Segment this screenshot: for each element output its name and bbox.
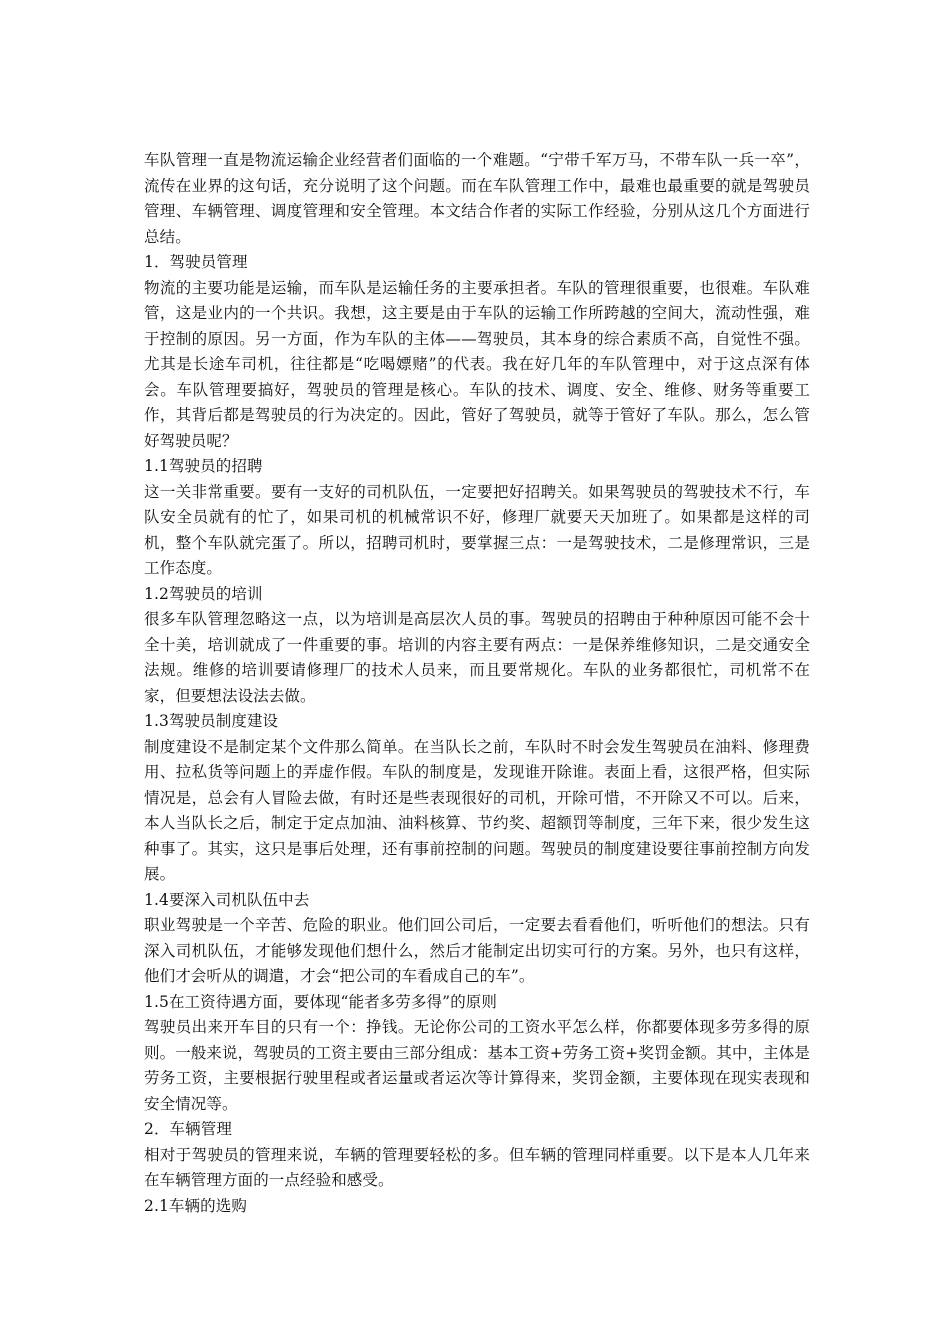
- subsection-1-1-heading: 1.1驾驶员的招聘: [144, 457, 263, 475]
- subsection-1-4-paragraph: 职业驾驶是一个辛苦、危险的职业。他们回公司后，一定要去看看他们，听听他们的想法。只有深入司机队伍，才能够发现他们想什么，然后才能制定出切实可行的方案。另外，也只有这样，他们才会听从的调遣，才会“把公司的车看成自己的车”。: [144, 916, 810, 985]
- section-2-heading: 2．车辆管理: [144, 1120, 232, 1138]
- subsection-2-1-heading: 2.1车辆的选购: [144, 1196, 247, 1215]
- subsection-1-2-heading: 1.2驾驶员的培训: [144, 584, 263, 603]
- subsection-1-5-paragraph: 驾驶员出来开车目的只有一个：挣钱。无论你公司的工资水平怎么样，你都要体现多劳多得的原则。一般来说，驾驶员的工资主要由三部分组成：基本工资+劳务工资+奖罚金额。其中，主体是劳务工资，主要根据行驶里程或者运量或者运次等计算得来，奖罚金额，主要体现在现实表现和安全情况等。: [144, 1018, 810, 1113]
- subsection-1-3-heading: 1.3驾驶员制度建设: [144, 712, 279, 730]
- subsection-1-3-paragraph: 制度建设不是制定某个文件那么简单。在当队长之前，车队时不时会发生驾驶员在油料、修理费用、拉私货等问题上的弄虚作假。车队的制度是，发现谁开除谁。表面上看，这很严格，但实际情况是，总会有人冒险去做，有时还是些表现很好的司机，开除可惜，不开除又不可以。后来，本人当队长之后，制定于定点加油、油料核算、节约奖、超额罚等制度，三年下来，很少发生这种事了。其实，这只是事后处理，还有事前控制的问题。驾驶员的制度建设要往事前控制方向发展。: [144, 737, 810, 883]
- subsection-1-2-paragraph: 很多车队管理忽略这一点，以为培训是高层次人员的事。驾驶员的招聘由于种种原因可能不会十全十美，培训就成了一件重要的事。培训的内容主要有两点：一是保养维修知识，二是交通安全法规。维修的培训要请修理厂的技术人员来，而且要常规化。车队的业务都很忙，司机常不在家，但要想法设法去做。: [144, 610, 810, 705]
- subsection-1-1-paragraph: 这一关非常重要。要有一支好的司机队伍，一定要把好招聘关。如果驾驶员的驾驶技术不行，车队安全员就有的忙了，如果司机的机械常识不好，修理厂就要天天加班了。如果都是这样的司机，整个车队就完蛋了。所以，招聘司机时，要掌握三点：一是驾驶技术，二是修理常识，三是工作态度。: [144, 482, 810, 577]
- subsection-1-5-heading: 1.5在工资待遇方面，要体现“能者多劳多得”的原则: [144, 992, 497, 1011]
- section-2-paragraph: 相对于驾驶员的管理来说，车辆的管理要轻松的多。但车辆的管理同样重要。以下是本人几年来在车辆管理方面的一点经验和感受。: [144, 1145, 810, 1189]
- intro-paragraph: 车队管理一直是物流运输企业经营者们面临的一个难题。“宁带千军万马，不带车队一兵一卒”，流传在业界的这句话，充分说明了这个问题。而在车队管理工作中，最难也最重要的就是驾驶员管理、车辆管理、调度管理和安全管理。本文结合作者的实际工作经验，分别从这几个方面进行总结。: [144, 151, 810, 246]
- document-body: [144, 148, 810, 1219]
- subsection-1-4-heading: 1.4要深入司机队伍中去: [144, 890, 310, 909]
- section-1-heading: 1．驾驶员管理: [144, 253, 248, 271]
- section-1-paragraph: 物流的主要功能是运输，而车队是运输任务的主要承担者。车队的管理很重要，也很难。车队难管，这是业内的一个共识。我想，这主要是由于车队的运输工作所跨越的空间大，流动性强，难于控制的原因。另一方面，作为车队的主体——驾驶员，其本身的综合素质不高，自觉性不强。尤其是长途车司机，往往都是“吃喝嫖赌”的代表。我在好几年的车队管理中，对于这点深有体会。车队管理要搞好，驾驶员的管理是核心。车队的技术、调度、安全、维修、财务等重要工作，其背后都是驾驶员的行为决定的。因此，管好了驾驶员，就等于管好了车队。那么，怎么管好驾驶员呢？: [144, 278, 810, 450]
